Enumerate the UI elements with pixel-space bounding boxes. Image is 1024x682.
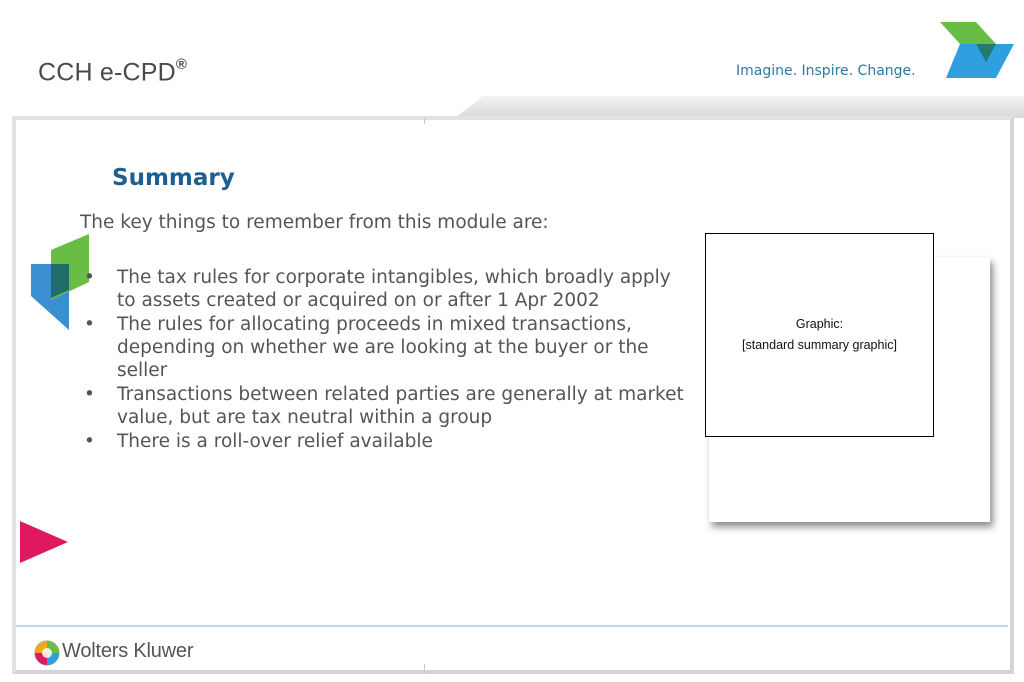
bullet-icon: • [84, 314, 95, 335]
frame-top-tab [455, 96, 1024, 118]
registered-mark: ® [175, 56, 188, 73]
footer-divider [16, 625, 1008, 627]
summary-list [82, 266, 692, 454]
list-item: • There is a roll-over relief available [84, 431, 433, 452]
graphic-description: [standard summary graphic] [742, 338, 897, 352]
graphic-label: Graphic: [795, 317, 844, 331]
frame-divider [424, 664, 425, 674]
brand-title: CCH e-CPD® [38, 56, 188, 87]
frame-divider [424, 118, 425, 124]
magenta-arrow-icon [20, 521, 68, 563]
slide-title: Summary [112, 165, 235, 191]
list-item: • The rules for allocating proceeds in mixed transactions, depending on whether we are looking at the buyer or the seller [84, 314, 649, 381]
tagline: Imagine. Inspire. Change. [736, 63, 916, 79]
list-item: • The tax rules for corporate intangibles, which broadly apply to assets created or acquired on or after 1 Apr 2002 [84, 267, 671, 311]
list-item: • Transactions between related parties are generally at market value, but are tax neutral within a group [84, 384, 684, 428]
bullet-icon: • [84, 384, 95, 405]
company-name: Wolters Kluwer [62, 640, 194, 662]
bullet-icon: • [84, 267, 95, 288]
intro-text: The key things to remember from this module are: [80, 212, 549, 233]
bullet-icon: • [84, 431, 95, 452]
globe-logo-icon [33, 639, 61, 667]
brand-chevron-icon [930, 18, 1020, 80]
graphic-placeholder [705, 233, 934, 437]
